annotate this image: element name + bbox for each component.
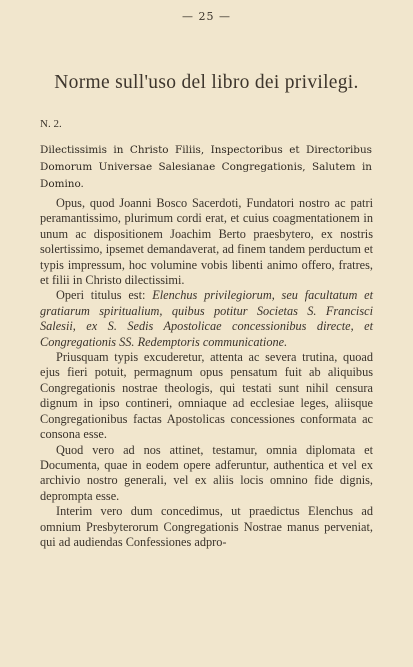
page-number: — 25 — <box>182 10 231 23</box>
document-number: N. 2. <box>40 118 62 130</box>
paragraph-5: Interim vero dum concedimus, ut praedictus Elenchus ad omnium Presbyterorum Congregationis Nostrae manus perveniat, qui ad audiendas Confessiones adpro- <box>40 504 373 549</box>
paragraph-3: Priusquam typis excuderetur, attenta ac severa trutina, quoad ejus fieri potuit, permagnum opus pensatum fuit ab aliquibus Congregationis nostrae theologis, qui testati sunt nihil censura dignum in ipso contineri, omniaque ad ecclesiae leges, aliisque Congregationibus factas Apostolicas concessiones conformata ac consona esse. <box>40 350 373 442</box>
paragraph-2 <box>40 288 373 350</box>
paragraph-1: Opus, quod Joanni Bosco Sacerdoti, Fundatori nostro ac patri peramantissimo, plurimum cordi erat, et cuius coagmentationem in unum ac dispositionem Joachim Berto praesbytero, ex nostris solertissimo, ipsemet demandaverat, ad finem tandem perductum et typis impressum, hoc volumine vobis libenti animo offero, fratres, et filii in Christo dilectissimi. <box>40 196 373 288</box>
work-title-italic: Elenchus privilegiorum, seu facultatum et gratiarum spiritualium, quibus potitur Societas S. Francisci Salesii, ex S. Sedis Apostolicae concessionibus directe, et Congregationis SS. Redemptoris communicatione. <box>40 288 374 349</box>
salutation: Dilectissimis in Christo Filiis, Inspectoribus et Directoribus Domorum Universae Salesianae Congregationis, Salutem in Domino. <box>40 144 372 190</box>
paragraph-4: Quod vero ad nos attinet, testamur, omnia diplomata et Documenta, quae in eodem opere adferuntur, authentica et vel ex archivio nostro generali, vel ex aliis locis omnino fide dignis, deprompta esse. <box>40 442 373 503</box>
body-text <box>40 196 373 550</box>
page-title: Norme sull'uso del libro dei privilegi. <box>54 72 359 93</box>
paragraph-2-lead: Operi titulus est: <box>56 288 153 303</box>
